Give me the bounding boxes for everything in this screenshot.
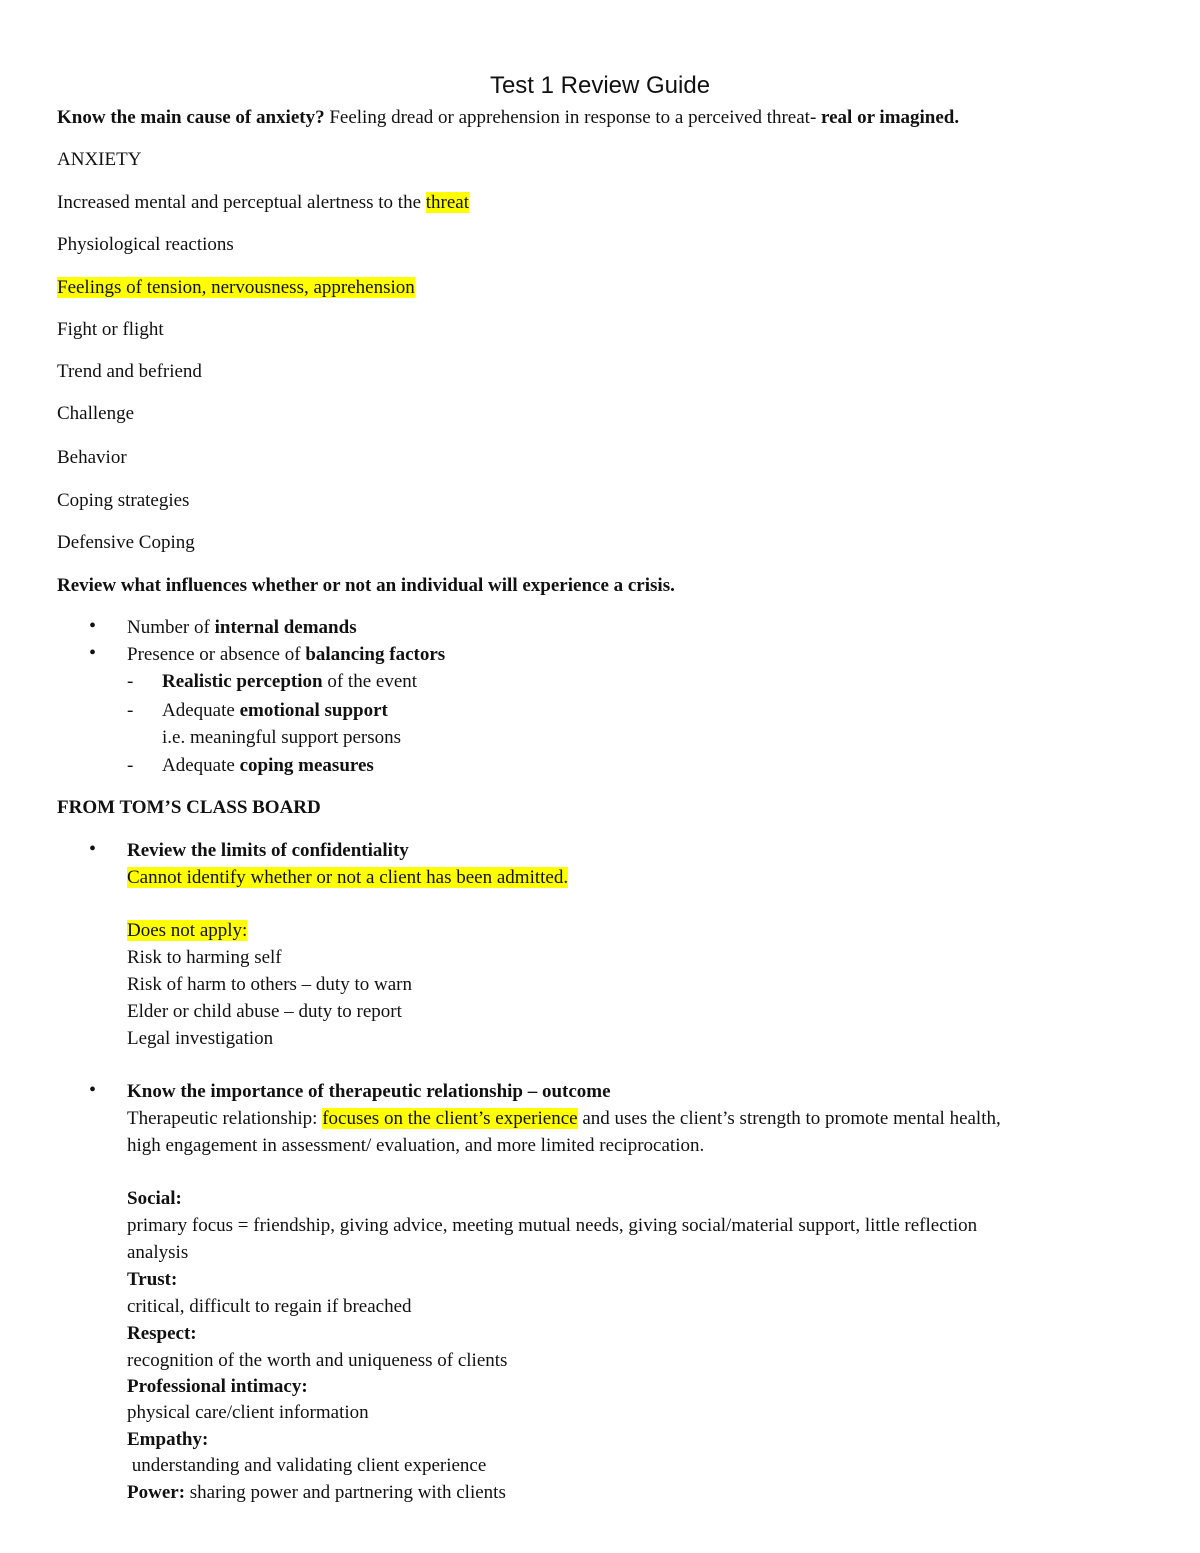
crisis-subitem: [162, 670, 417, 694]
social-text: primary focus = friendship, giving advice, meeting mutual needs, giving social/material support, little reflection: [127, 1215, 978, 1236]
highlighted-text: focuses on the client’s experience: [322, 1108, 578, 1129]
dash-marker: -: [127, 755, 134, 776]
question-answer-bold: real or imagined.: [821, 107, 960, 128]
confidentiality-exception: Risk to harming self: [127, 947, 282, 968]
paragraph-text: and uses the client’s strength to promote mental health,: [577, 1108, 1001, 1129]
confidentiality-exception: Legal investigation: [127, 1028, 274, 1049]
highlighted-text: Feelings of tension, nervousness, apprehension: [57, 277, 415, 298]
anxiety-item: Defensive Coping: [57, 532, 195, 553]
confidentiality-note: [127, 866, 568, 890]
therapeutic-heading: [127, 1080, 611, 1104]
crisis-subitem-text: of the event: [322, 671, 418, 692]
intimacy-label: [127, 1375, 308, 1399]
anxiety-item: Coping strategies: [57, 490, 190, 511]
crisis-subitem-bold: Realistic perception: [162, 671, 323, 692]
social-text: analysis: [127, 1242, 189, 1263]
board-heading-text: FROM TOM’S CLASS BOARD: [57, 797, 321, 818]
question-label: Know the main cause of anxiety?: [57, 107, 325, 128]
anxiety-item-text: Increased mental and perceptual alertness to the: [57, 192, 426, 213]
crisis-subitem-bold: coping measures: [239, 755, 374, 776]
respect-text: recognition of the worth and uniqueness of clients: [127, 1350, 508, 1371]
label-text: Social:: [127, 1188, 182, 1209]
confidentiality-heading: [127, 839, 409, 863]
document-title: Test 1 Review Guide: [489, 72, 711, 99]
anxiety-item: [57, 191, 469, 215]
crisis-subitem: [162, 699, 388, 723]
crisis-subitem-text: Adequate: [162, 700, 240, 721]
question-anxiety-cause: [57, 106, 959, 130]
crisis-heading: [57, 574, 675, 598]
label-text: Trust:: [127, 1269, 178, 1290]
power-line: [127, 1481, 506, 1505]
highlighted-text: Does not apply:: [127, 920, 248, 941]
trust-text: critical, difficult to regain if breached: [127, 1296, 412, 1317]
empathy-label: [127, 1428, 208, 1452]
confidentiality-exception: Risk of harm to others – duty to warn: [127, 974, 412, 995]
respect-label: [127, 1322, 197, 1346]
anxiety-item: Fight or flight: [57, 319, 164, 340]
dash-marker: -: [127, 671, 134, 692]
dash-marker: -: [127, 700, 134, 721]
highlighted-text: threat: [425, 192, 470, 213]
crisis-subitem-note: i.e. meaningful support persons: [162, 727, 402, 748]
crisis-subitem-bold: emotional support: [239, 700, 388, 721]
label-text: Power:: [127, 1482, 186, 1503]
anxiety-heading: ANXIETY: [57, 149, 142, 170]
crisis-bullet-bold: balancing factors: [305, 644, 446, 665]
crisis-bullet-bold: internal demands: [214, 617, 357, 638]
empathy-text: understanding and validating client experience: [127, 1455, 487, 1476]
crisis-bullet-text: Number of: [127, 617, 215, 638]
therapeutic-heading-text: Know the importance of therapeutic relationship – outcome: [127, 1081, 611, 1102]
crisis-subitem-text: Adequate: [162, 755, 240, 776]
anxiety-item: Challenge: [57, 403, 135, 424]
crisis-subitem: [162, 754, 374, 778]
bullet-icon: •: [89, 642, 97, 664]
intimacy-text: physical care/client information: [127, 1402, 369, 1423]
label-text: Professional intimacy:: [127, 1376, 308, 1397]
crisis-bullet-text: Presence or absence of: [127, 644, 306, 665]
power-text: sharing power and partnering with clients: [185, 1482, 506, 1503]
label-text: Empathy:: [127, 1429, 209, 1450]
anxiety-item: Trend and befriend: [57, 361, 202, 382]
crisis-bullet: [127, 616, 357, 640]
question-answer: Feeling dread or apprehension in response to a perceived threat-: [324, 107, 822, 128]
does-not-apply-label: [127, 919, 247, 943]
therapeutic-paragraph: [127, 1107, 1001, 1131]
crisis-heading-text: Review what influences whether or not an individual will experience a crisis.: [57, 575, 675, 596]
highlighted-text: Cannot identify whether or not a client has been admitted.: [127, 867, 569, 888]
anxiety-item: [57, 276, 415, 300]
anxiety-item: Physiological reactions: [57, 234, 234, 255]
anxiety-item: Behavior: [57, 447, 127, 468]
confidentiality-heading-text: Review the limits of confidentiality: [127, 840, 409, 861]
board-heading: [57, 796, 321, 820]
bullet-icon: •: [89, 838, 97, 860]
bullet-icon: •: [89, 615, 97, 637]
crisis-bullet: [127, 643, 445, 667]
trust-label: [127, 1268, 177, 1292]
social-label: [127, 1187, 182, 1211]
paragraph-text: Therapeutic relationship:: [127, 1108, 323, 1129]
therapeutic-paragraph: high engagement in assessment/ evaluation, and more limited reciprocation.: [127, 1135, 705, 1156]
confidentiality-exception: Elder or child abuse – duty to report: [127, 1001, 402, 1022]
bullet-icon: •: [89, 1079, 97, 1101]
label-text: Respect:: [127, 1323, 197, 1344]
